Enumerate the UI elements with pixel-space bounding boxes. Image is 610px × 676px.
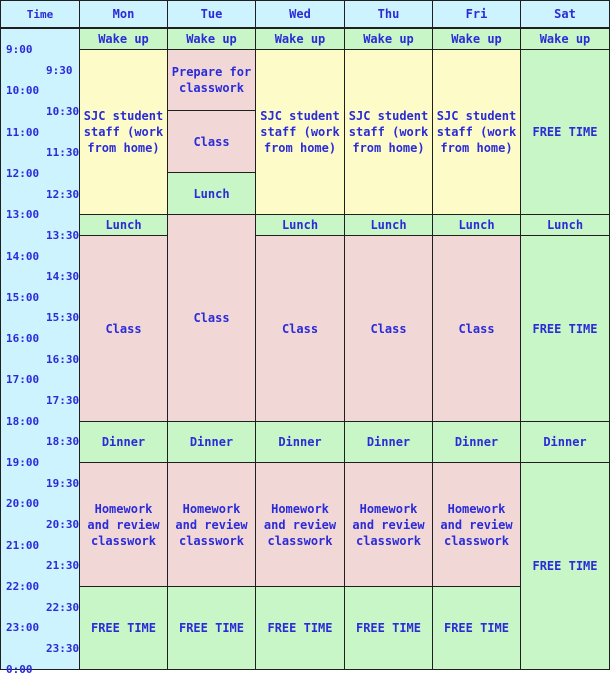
thu-class: Class: [344, 235, 433, 422]
wed-dinner: Dinner: [255, 421, 345, 463]
mon-free-time: FREE TIME: [79, 586, 168, 670]
header-tue: Tue: [167, 0, 256, 28]
tue-prepare: Prepare for classwork: [167, 49, 256, 111]
time-label: 14:30: [46, 270, 80, 284]
sat-free-time-afternoon: FREE TIME: [520, 235, 610, 422]
time-label: 23:00: [6, 621, 40, 635]
time-label: 15:00: [6, 290, 40, 304]
time-label: 13:00: [6, 208, 40, 222]
wed-free-time: FREE TIME: [255, 586, 345, 670]
fri-homework: Homework and review classwork: [432, 462, 521, 587]
wed-class: Class: [255, 235, 345, 422]
tue-free-time: FREE TIME: [167, 586, 256, 670]
time-label: 19:00: [6, 456, 40, 469]
mon-lunch: Lunch: [79, 214, 168, 236]
tue-lunch: Lunch: [167, 172, 256, 215]
fri-lunch: Lunch: [432, 214, 521, 236]
header-mon: Mon: [79, 0, 168, 28]
thu-free-time: FREE TIME: [344, 586, 433, 670]
sat-free-time-morning: FREE TIME: [520, 49, 610, 215]
thu-homework: Homework and review classwork: [344, 462, 433, 587]
header-wed: Wed: [255, 0, 345, 28]
time-label: 13:30: [46, 228, 80, 242]
time-label: 18:00: [6, 414, 40, 428]
time-label: 9:30: [46, 63, 73, 77]
sat-wake-up: Wake up: [520, 28, 610, 50]
sat-dinner: Dinner: [520, 421, 610, 463]
time-label: 22:30: [46, 600, 80, 614]
sat-free-time-evening: FREE TIME: [520, 462, 610, 670]
mon-class: Class: [79, 235, 168, 422]
time-label: 20:30: [46, 517, 80, 531]
mon-dinner: Dinner: [79, 421, 168, 463]
thu-student-staff: SJC student staff (work from home): [344, 49, 433, 215]
time-label: 19:30: [46, 476, 80, 490]
sat-lunch: Lunch: [520, 214, 610, 236]
time-label: 18:30: [46, 435, 80, 449]
time-label: 17:00: [6, 373, 40, 387]
thu-dinner: Dinner: [344, 421, 433, 463]
time-label: 12:30: [46, 187, 80, 201]
fri-free-time: FREE TIME: [432, 586, 521, 670]
time-label: 22:00: [6, 579, 40, 593]
time-label: 16:30: [46, 352, 80, 366]
tue-dinner: Dinner: [167, 421, 256, 463]
header-thu: Thu: [344, 0, 433, 28]
wed-homework: Homework and review classwork: [255, 462, 345, 587]
time-label: 12:00: [6, 166, 40, 180]
tue-class-morning: Class: [167, 110, 256, 173]
time-column: [0, 28, 80, 670]
fri-wake-up: Wake up: [432, 28, 521, 50]
header-fri: Fri: [432, 0, 521, 28]
tue-class-afternoon: Class: [167, 214, 256, 422]
thu-wake-up: Wake up: [344, 28, 433, 50]
wed-wake-up: Wake up: [255, 28, 345, 50]
time-label: 21:30: [46, 559, 80, 573]
tue-wake-up: Wake up: [167, 28, 256, 50]
time-label: 21:00: [6, 538, 40, 552]
fri-dinner: Dinner: [432, 421, 521, 463]
wed-student-staff: SJC student staff (work from home): [255, 49, 345, 215]
mon-homework: Homework and review classwork: [79, 462, 168, 587]
header-time: Time: [0, 0, 80, 28]
time-label: 20:00: [6, 497, 40, 511]
wed-lunch: Lunch: [255, 214, 345, 236]
time-label: 15:30: [46, 311, 80, 325]
time-label: 10:00: [6, 84, 40, 98]
time-label: 16:00: [6, 332, 40, 346]
time-label: 11:00: [6, 125, 40, 139]
time-label: 17:30: [46, 394, 80, 408]
thu-lunch: Lunch: [344, 214, 433, 236]
header-sat: Sat: [520, 0, 610, 28]
time-label: 10:30: [46, 104, 80, 118]
time-label: 14:00: [6, 249, 40, 263]
time-label: 0:00: [6, 662, 33, 676]
tue-homework: Homework and review classwork: [167, 462, 256, 587]
mon-wake-up: Wake up: [79, 28, 168, 50]
time-label: 11:30: [46, 146, 80, 160]
mon-student-staff: SJC student staff (work from home): [79, 49, 168, 215]
time-label: 23:30: [46, 641, 80, 655]
fri-student-staff: SJC student staff (work from home): [432, 49, 521, 215]
fri-class: Class: [432, 235, 521, 422]
time-label: 9:00: [6, 43, 33, 56]
